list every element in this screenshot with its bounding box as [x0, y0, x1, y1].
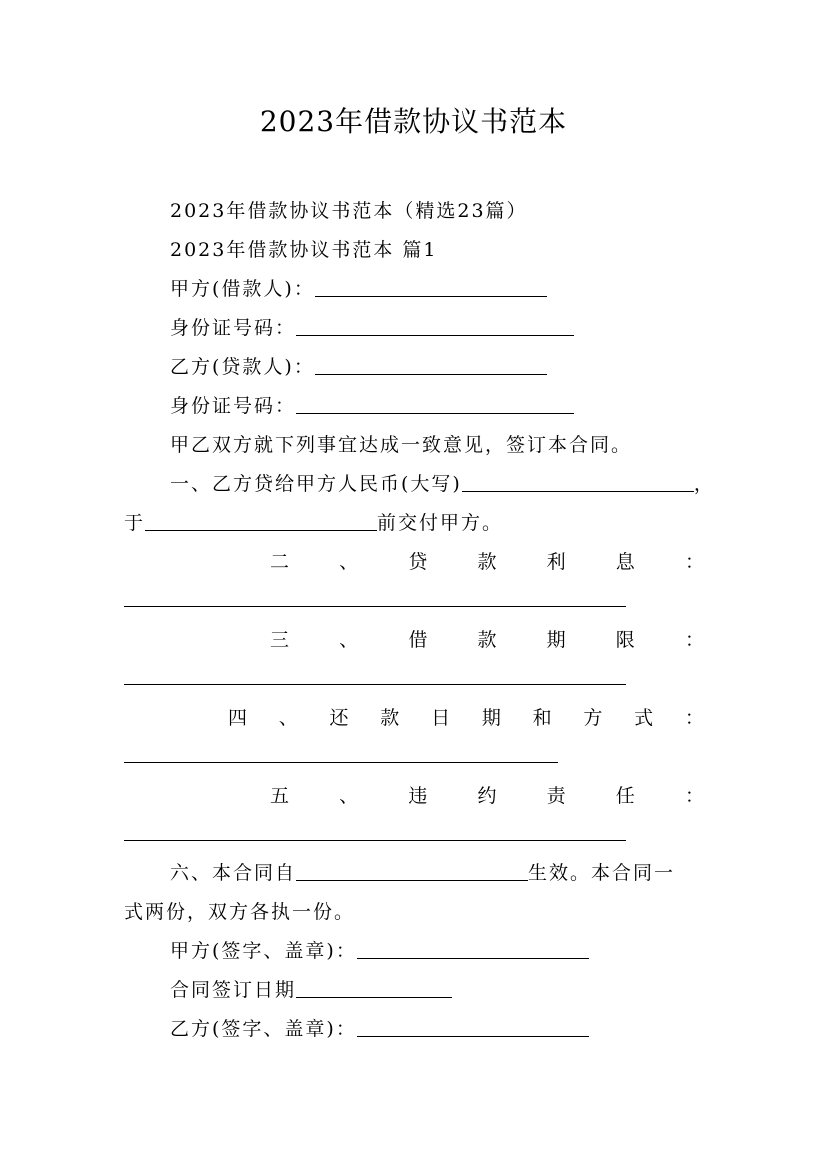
clause-1-line — [124, 465, 750, 503]
party-a-line — [124, 270, 750, 308]
clause-4-char: 日 — [431, 707, 451, 729]
clause-5-char: 任 — [615, 785, 635, 807]
clause-4-line — [124, 699, 704, 737]
subtitle-text: 2023年借款协议书范本（精选23篇） — [170, 200, 528, 222]
clause-5-char: 、 — [339, 785, 359, 807]
clause-3-char: 、 — [339, 629, 359, 651]
sign-b-blank — [357, 1012, 589, 1037]
section-heading — [124, 231, 750, 269]
clause-4-char: 还 — [329, 707, 349, 729]
clause-4-char: 款 — [380, 707, 400, 729]
clause-1-text: 一、乙方贷给甲方人民币(大写) — [170, 473, 462, 495]
party-b-label: 乙方(贷款人)： — [170, 356, 315, 378]
clause-5-char: ： — [684, 785, 704, 807]
sign-a-line — [124, 932, 750, 970]
clause-2-char: 二 — [270, 551, 290, 573]
clause-2-char: 贷 — [408, 551, 428, 573]
clause-3-line — [124, 621, 704, 659]
subtitle-line — [124, 192, 750, 230]
clause-6-text: 六、本合同自 — [170, 862, 297, 884]
clause-5-char: 五 — [270, 785, 290, 807]
sign-b-line — [124, 1010, 750, 1048]
clause-1-comma: ， — [693, 473, 715, 495]
clause-4-char: 式 — [634, 707, 654, 729]
clause-4-char: 四 — [228, 707, 248, 729]
clause-6-tail: 生效。本合同一 — [528, 862, 676, 884]
document-title: 2023年借款协议书范本 — [259, 105, 568, 138]
sign-a-label: 甲方(签字、盖章)： — [170, 940, 357, 962]
clause-1-cont-line — [124, 504, 704, 542]
clause-2-line — [124, 543, 704, 581]
clause-2-char: 利 — [546, 551, 566, 573]
id-a-line — [124, 309, 750, 347]
clause-2-char: ： — [684, 551, 704, 573]
clause-2-char: 款 — [477, 551, 497, 573]
clause-4-char: 期 — [481, 707, 501, 729]
clause-3-char: 借 — [408, 629, 428, 651]
clause-5-line — [124, 777, 704, 815]
id-a-blank — [296, 311, 574, 336]
date-blank — [296, 973, 452, 998]
clause-4-char: 和 — [532, 707, 552, 729]
agreement-line — [124, 426, 750, 464]
agreement-text: 甲乙双方就下列事宜达成一致意见，签订本合同。 — [170, 434, 633, 456]
clause-1-amount-blank — [462, 467, 694, 492]
clause-4-char: 方 — [583, 707, 603, 729]
party-a-blank — [315, 272, 547, 297]
clause-6-cont: 式两份，双方各执一份。 — [124, 901, 356, 923]
clause-4-blank — [124, 762, 558, 763]
sign-a-blank — [357, 934, 589, 959]
clause-4-char: ： — [684, 707, 704, 729]
clause-3-char: ： — [684, 629, 704, 651]
clause-3-blank — [124, 684, 626, 685]
party-a-label: 甲方(借款人)： — [170, 278, 315, 300]
sign-b-label: 乙方(签字、盖章)： — [170, 1018, 357, 1040]
id-b-line — [124, 387, 750, 425]
clause-1-date-blank — [145, 506, 377, 531]
clause-6-blank — [296, 856, 528, 881]
clause-5-char: 违 — [408, 785, 428, 807]
id-b-label: 身份证号码： — [170, 395, 297, 417]
clause-4-char: 、 — [278, 707, 298, 729]
id-b-blank — [296, 389, 574, 414]
clause-3-char: 三 — [270, 629, 290, 651]
clause-5-char: 责 — [546, 785, 566, 807]
clause-2-blank — [124, 606, 626, 607]
date-line — [124, 971, 750, 1009]
clause-2-char: 、 — [339, 551, 359, 573]
clause-5-char: 约 — [477, 785, 497, 807]
clause-1-yu: 于 — [124, 512, 146, 534]
clause-2-char: 息 — [615, 551, 635, 573]
clause-6-cont-line — [124, 893, 704, 931]
party-b-blank — [315, 350, 547, 375]
section-text: 2023年借款协议书范本 篇1 — [170, 239, 438, 261]
clause-3-char: 款 — [477, 629, 497, 651]
date-label: 合同签订日期 — [170, 979, 297, 1001]
clause-1-tail: 前交付甲方。 — [377, 512, 504, 534]
clause-5-blank — [124, 840, 626, 841]
clause-3-char: 期 — [546, 629, 566, 651]
clause-3-char: 限 — [615, 629, 635, 651]
id-a-label: 身份证号码： — [170, 317, 297, 339]
clause-6-line — [124, 854, 750, 892]
party-b-line — [124, 348, 750, 386]
